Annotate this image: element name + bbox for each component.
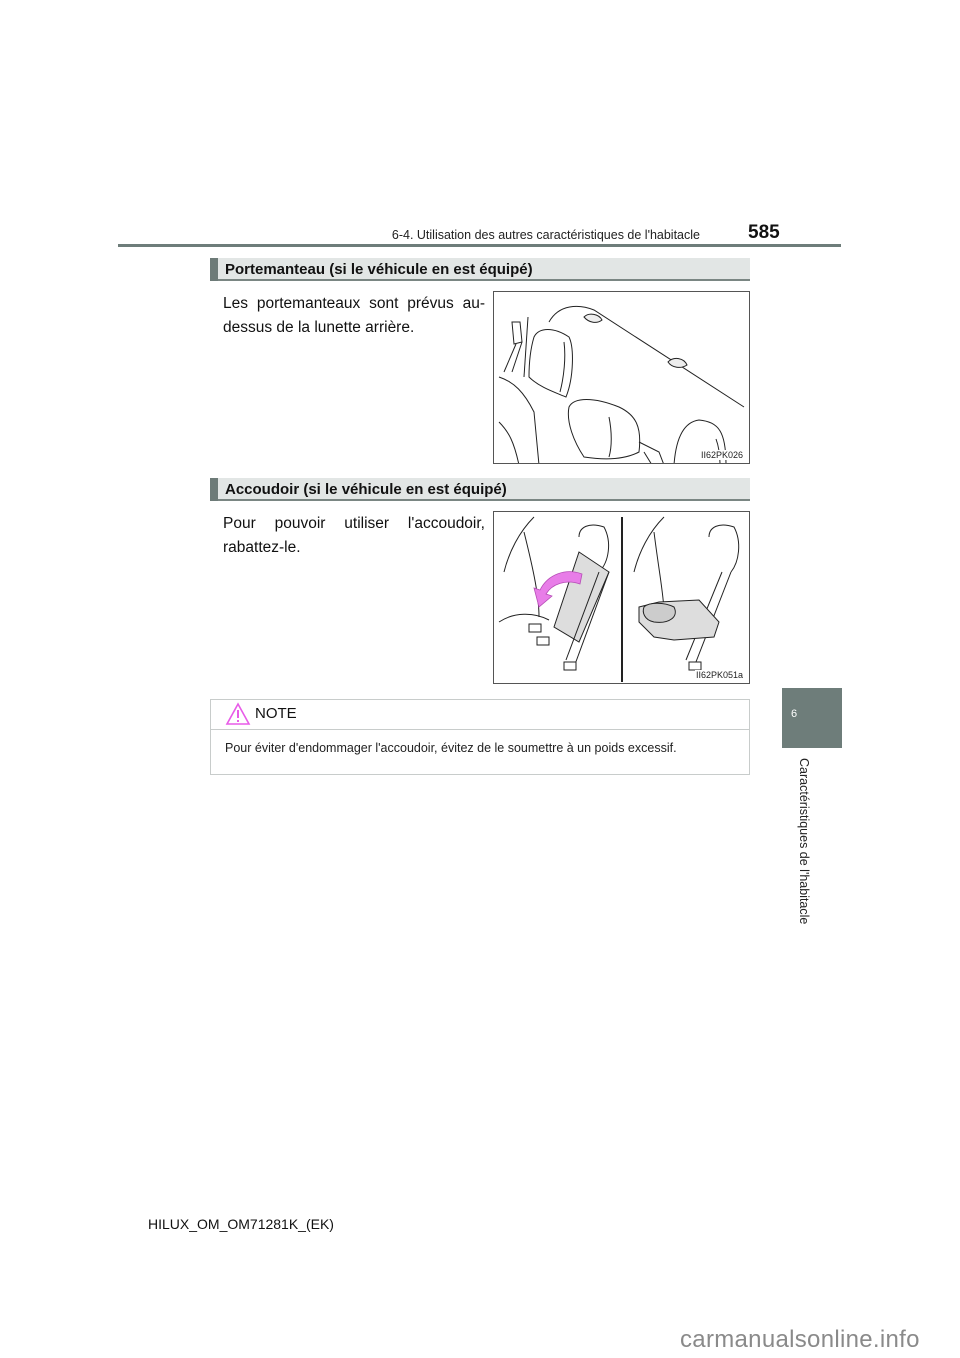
chapter-tab [782, 688, 842, 748]
section-accent [210, 478, 218, 501]
section-heading-armrest [210, 478, 750, 501]
figure-armrest [493, 511, 750, 684]
section-heading-label: Accoudoir (si le véhicule en est équipé) [225, 481, 507, 498]
coat-hook-illustration [494, 292, 750, 464]
armrest-illustration [494, 512, 750, 684]
section-accent [210, 258, 218, 281]
note-box [210, 699, 750, 775]
warning-triangle-icon [225, 702, 251, 726]
section-body-coat-hooks: Les portemanteaux sont prévus au-dessus de la lunette arrière. [223, 295, 485, 336]
header-rule [118, 244, 841, 247]
chapter-label: Caractéristiques de l'habitacle [797, 758, 811, 925]
section-heading-label: Portemanteau (si le véhicule en est équipé) [225, 261, 533, 278]
chapter-number: 6 [791, 708, 798, 720]
page-number: 585 [748, 222, 780, 243]
section-heading-coat-hooks [210, 258, 750, 281]
document-code: HILUX_OM_OM71281K_(EK) [148, 1216, 334, 1232]
section-body-armrest: Pour pouvoir utiliser l'accoudoir, rabattez-le. [223, 515, 485, 556]
note-label: NOTE [255, 705, 297, 722]
note-header [211, 700, 749, 730]
figure-coat-hooks [493, 291, 750, 464]
watermark: carmanualsonline.info [680, 1326, 920, 1353]
figure-code: II62PK051a [695, 670, 743, 680]
running-header-title: 6-4. Utilisation des autres caractéristiques de l'habitacle [391, 228, 700, 242]
figure-code: II62PK026 [700, 450, 743, 460]
note-text: Pour éviter d'endommager l'accoudoir, évitez de le soumettre à un poids excessif. [225, 741, 677, 755]
